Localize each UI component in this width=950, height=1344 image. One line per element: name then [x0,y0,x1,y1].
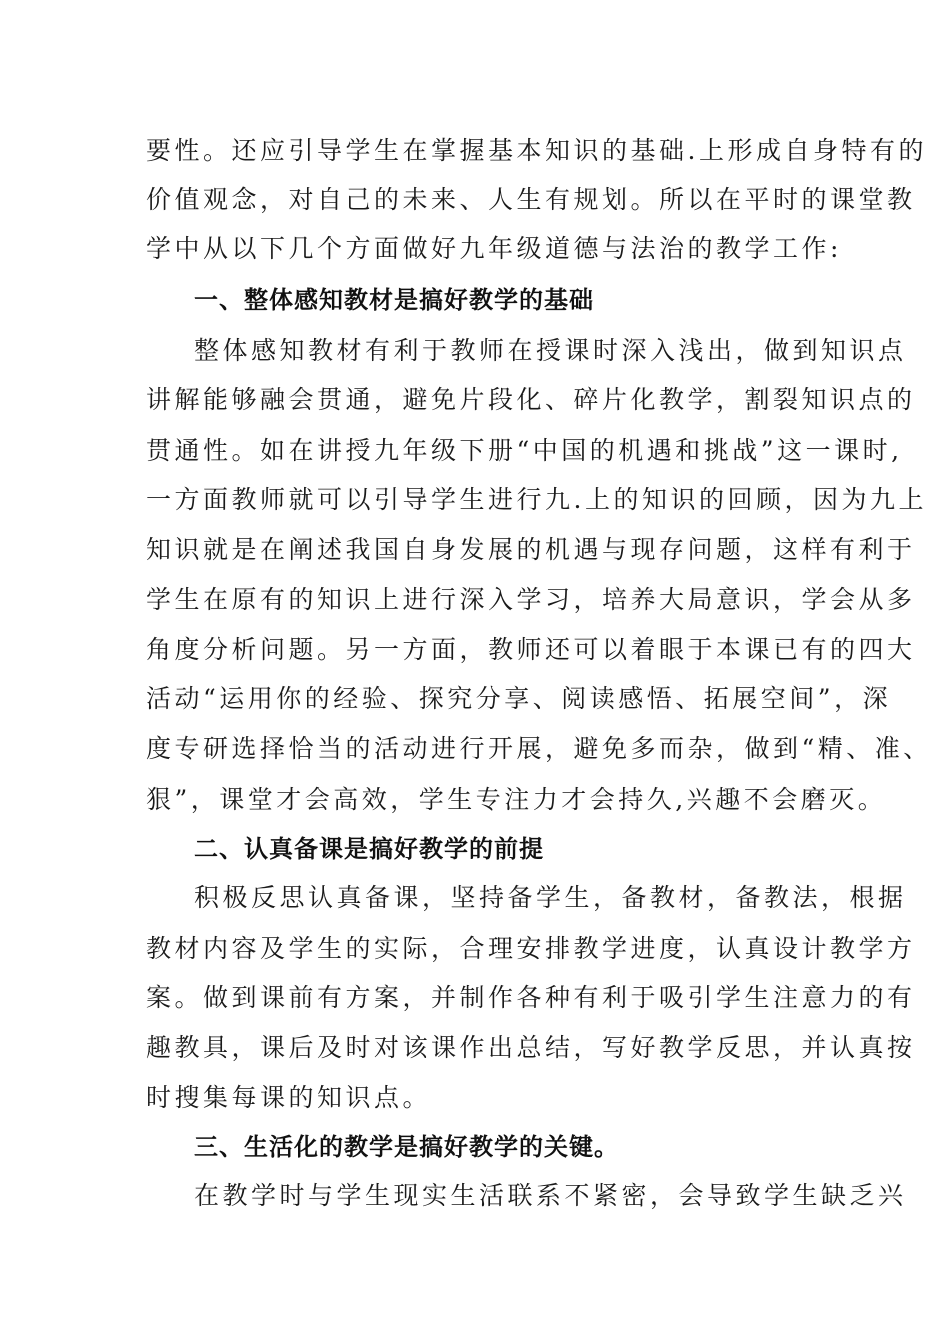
body-line: 度专研选择恰当的活动进行开展，避免多而杂，做到“精、准、 [146,734,932,763]
paragraph-first-line: 在教学时与学生现实生活联系不紧密，会导致学生缺乏兴 [194,1181,907,1210]
body-line: 案。做到课前有方案，并制作各种有利于吸引学生注意力的有 [146,983,916,1012]
body-line: 要性。还应引导学生在掌握基本知识的基础.上形成自身特有的 [146,136,927,165]
paragraph-first-line: 积极反思认真备课，坚持备学生，备教材，备教法，根据 [194,883,907,912]
body-line: 角度分析问题。另一方面，教师还可以着眼于本课已有的四大 [146,635,916,664]
body-line: 时搜集每课的知识点。 [146,1083,432,1112]
body-line: 学生在原有的知识上进行深入学习，培养大局意识，学会从多 [146,585,916,614]
body-line: 知识就是在阐述我国自身发展的机遇与现存问题，这样有利于 [146,535,916,564]
body-line: 贯通性。如在讲授九年级下册“中国的机遇和挑战”这一课时, [146,436,903,465]
body-line: 教材内容及学生的实际，合理安排教学进度，认真设计教学方 [146,934,916,963]
body-line: 狠”，课堂才会高效，学生专注力才会持久,兴趣不会磨灭。 [146,785,887,814]
body-line: 活动“运用你的经验、探究分享、阅读感悟、拓展空间”，深 [146,684,892,713]
paragraph-first-line: 整体感知教材有利于教师在授课时深入浅出，做到知识点 [194,336,907,365]
body-line: 趣教具，课后及时对该课作出总结，写好教学反思，并认真按 [146,1033,916,1062]
body-line: 价值观念，对自己的未来、人生有规划。所以在平时的课堂教 [146,185,916,214]
section-heading-3: 三、生活化的教学是搞好教学的关键。 [194,1133,619,1161]
section-heading-1: 一、整体感知教材是搞好教学的基础 [194,286,594,314]
body-line: 一方面教师就可以引导学生进行九.上的知识的回顾，因为九上 [146,485,927,514]
body-line: 讲解能够融会贯通，避免片段化、碎片化教学，割裂知识点的 [146,385,916,414]
body-line: 学中从以下几个方面做好九年级道德与法治的教学工作: [146,234,842,263]
section-heading-2: 二、认真备课是搞好教学的前提 [194,835,544,863]
